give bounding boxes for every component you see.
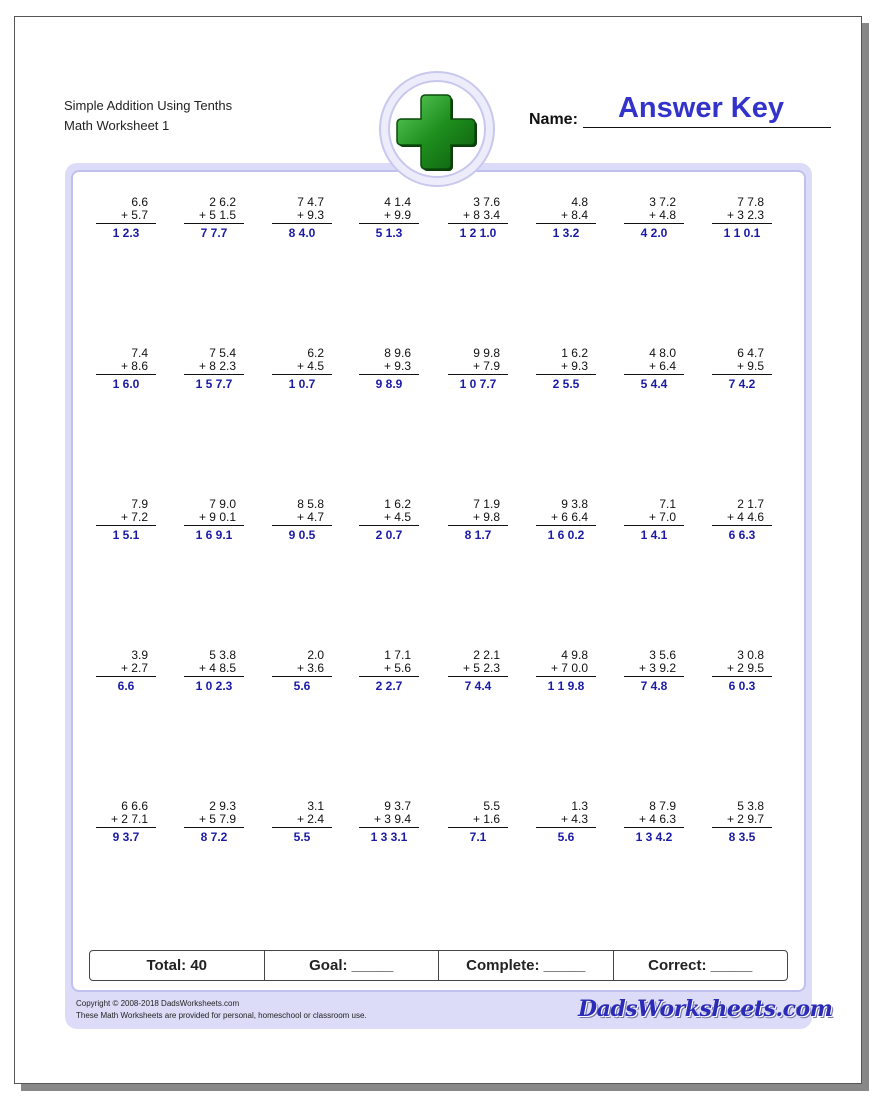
score-bar xyxy=(89,950,788,981)
addition-problem xyxy=(448,347,508,391)
copyright-text: Copyright © 2008-2018 DadsWorksheets.com xyxy=(76,999,240,1008)
addition-problem xyxy=(536,498,596,542)
first-addend: 2 6.2 xyxy=(209,195,236,209)
addition-problem xyxy=(712,196,772,240)
answer: 1 3 4.2 xyxy=(635,830,673,844)
goal-cell: Goal: _____ xyxy=(265,951,440,980)
first-addend: 1.3 xyxy=(571,799,588,813)
second-addend: + 5 1.5 xyxy=(184,209,244,224)
answer: 5 1.3 xyxy=(375,226,403,240)
first-addend: 1 7.1 xyxy=(384,648,411,662)
first-addend: 8 5.8 xyxy=(297,497,324,511)
second-addend: + 9.3 xyxy=(536,360,596,375)
second-addend: + 6 6.4 xyxy=(536,511,596,526)
second-addend: + 8.4 xyxy=(536,209,596,224)
answer: 1 6 0.2 xyxy=(547,528,585,542)
first-addend: 4 8.0 xyxy=(649,346,676,360)
addition-problem xyxy=(96,498,156,542)
first-addend: 9 9.8 xyxy=(473,346,500,360)
first-addend: 5 3.8 xyxy=(209,648,236,662)
addition-problem xyxy=(712,498,772,542)
problems-area xyxy=(71,170,806,992)
answer: 1 3.2 xyxy=(552,226,580,240)
addition-problem xyxy=(359,649,419,693)
first-addend: 3.9 xyxy=(131,648,148,662)
first-addend: 5.5 xyxy=(483,799,500,813)
answer: 8 4.0 xyxy=(288,226,316,240)
answer: 2 5.5 xyxy=(552,377,580,391)
answer: 6 6.3 xyxy=(728,528,756,542)
second-addend: + 2 9.7 xyxy=(712,813,772,828)
answer: 8 3.5 xyxy=(728,830,756,844)
addition-problem xyxy=(712,800,772,844)
addition-problem xyxy=(272,196,332,240)
addition-problem xyxy=(96,196,156,240)
total-cell: Total: 40 xyxy=(90,951,265,980)
first-addend: 2 2.1 xyxy=(473,648,500,662)
correct-cell: Correct: _____ xyxy=(648,957,753,974)
first-addend: 9 3.7 xyxy=(384,799,411,813)
answer: 2 0.7 xyxy=(375,528,403,542)
first-addend: 7 5.4 xyxy=(209,346,236,360)
first-addend: 5 3.8 xyxy=(737,799,764,813)
second-addend: + 5.7 xyxy=(96,209,156,224)
copyright-block xyxy=(76,998,367,1022)
first-addend: 8 7.9 xyxy=(649,799,676,813)
second-addend: + 1.6 xyxy=(448,813,508,828)
answer: 8 1.7 xyxy=(464,528,492,542)
answer: 1 1 0.1 xyxy=(723,226,761,240)
first-addend: 2 1.7 xyxy=(737,497,764,511)
first-addend: 3 0.8 xyxy=(737,648,764,662)
addition-problem xyxy=(184,347,244,391)
name-label: Name: xyxy=(529,111,578,128)
first-addend: 1 6.2 xyxy=(561,346,588,360)
first-addend: 3 5.6 xyxy=(649,648,676,662)
answer: 9 8.9 xyxy=(375,377,403,391)
name-line xyxy=(583,127,831,128)
second-addend: + 8 2.3 xyxy=(184,360,244,375)
addition-problem xyxy=(448,196,508,240)
second-addend: + 5 2.3 xyxy=(448,662,508,677)
second-addend: + 9.8 xyxy=(448,511,508,526)
first-addend: 7.9 xyxy=(131,497,148,511)
answer: 5.6 xyxy=(293,679,311,693)
addition-problem xyxy=(712,347,772,391)
first-addend: 2.0 xyxy=(307,648,324,662)
first-addend: 4.8 xyxy=(571,195,588,209)
addition-problem xyxy=(272,347,332,391)
second-addend: + 4.5 xyxy=(359,511,419,526)
second-addend: + 2.7 xyxy=(96,662,156,677)
second-addend: + 3 9.2 xyxy=(624,662,684,677)
addition-problem xyxy=(184,800,244,844)
worksheet-title xyxy=(64,96,232,136)
first-addend: 7 7.8 xyxy=(737,195,764,209)
answer: 1 1 9.8 xyxy=(547,679,585,693)
first-addend: 6 4.7 xyxy=(737,346,764,360)
addition-problem xyxy=(624,196,684,240)
addition-problem xyxy=(359,196,419,240)
title-line-1: Simple Addition Using Tenths xyxy=(64,98,233,113)
answer: 5 4.4 xyxy=(640,377,668,391)
title-line-2: Math Worksheet 1 xyxy=(64,118,170,133)
addition-problem xyxy=(448,800,508,844)
second-addend: + 9 0.1 xyxy=(184,511,244,526)
answer: 1 6.0 xyxy=(112,377,140,391)
first-addend: 4 9.8 xyxy=(561,648,588,662)
addition-problem xyxy=(96,347,156,391)
answer: 4 2.0 xyxy=(640,226,668,240)
first-addend: 7 4.7 xyxy=(297,195,324,209)
answer: 1 6 9.1 xyxy=(195,528,233,542)
addition-problem xyxy=(448,649,508,693)
answer: 9 0.5 xyxy=(288,528,316,542)
addition-problem xyxy=(359,498,419,542)
first-addend: 7.4 xyxy=(131,346,148,360)
second-addend: + 4 8.5 xyxy=(184,662,244,677)
addition-problem xyxy=(536,347,596,391)
answer: 7 7.7 xyxy=(200,226,228,240)
answer: 9 3.7 xyxy=(112,830,140,844)
addition-problem xyxy=(624,498,684,542)
second-addend: + 2 7.1 xyxy=(96,813,156,828)
addition-problem xyxy=(184,196,244,240)
first-addend: 4 1.4 xyxy=(384,195,411,209)
addition-problem xyxy=(96,649,156,693)
second-addend: + 6.4 xyxy=(624,360,684,375)
answer: 6.6 xyxy=(117,679,135,693)
first-addend: 7 1.9 xyxy=(473,497,500,511)
answer: 6 0.3 xyxy=(728,679,756,693)
second-addend: + 4.3 xyxy=(536,813,596,828)
second-addend: + 3.6 xyxy=(272,662,332,677)
second-addend: + 7.0 xyxy=(624,511,684,526)
second-addend: + 4 4.6 xyxy=(712,511,772,526)
second-addend: + 7.9 xyxy=(448,360,508,375)
second-addend: + 9.3 xyxy=(272,209,332,224)
addition-problem xyxy=(184,649,244,693)
addition-problem xyxy=(272,800,332,844)
first-addend: 7 9.0 xyxy=(209,497,236,511)
first-addend: 1 6.2 xyxy=(384,497,411,511)
first-addend: 3.1 xyxy=(307,799,324,813)
answer: 8 7.2 xyxy=(200,830,228,844)
answer: 7.1 xyxy=(469,830,487,844)
addition-problem xyxy=(184,498,244,542)
addition-problem xyxy=(536,196,596,240)
answer: 1 2 1.0 xyxy=(459,226,497,240)
answer: 1 2.3 xyxy=(112,226,140,240)
second-addend: + 5.6 xyxy=(359,662,419,677)
addition-problem xyxy=(624,649,684,693)
brand-logo: DadsWorksheets.com xyxy=(578,996,833,1022)
first-addend: 8 9.6 xyxy=(384,346,411,360)
first-addend: 6.2 xyxy=(307,346,324,360)
addition-problem xyxy=(624,800,684,844)
second-addend: + 2 9.5 xyxy=(712,662,772,677)
addition-problem xyxy=(359,800,419,844)
answer: 1 5.1 xyxy=(112,528,140,542)
answer-key-heading: Answer Key xyxy=(617,92,784,124)
first-addend: 6.6 xyxy=(131,195,148,209)
second-addend: + 4.7 xyxy=(272,511,332,526)
answer: 1 0 2.3 xyxy=(195,679,233,693)
answer: 1 5 7.7 xyxy=(195,377,233,391)
second-addend: + 4.8 xyxy=(624,209,684,224)
second-addend: + 7 0.0 xyxy=(536,662,596,677)
answer: 5.5 xyxy=(293,830,311,844)
first-addend: 7.1 xyxy=(659,497,676,511)
answer: 1 0 7.7 xyxy=(459,377,497,391)
second-addend: + 5 7.9 xyxy=(184,813,244,828)
second-addend: + 4 6.3 xyxy=(624,813,684,828)
second-addend: + 9.5 xyxy=(712,360,772,375)
first-addend: 3 7.2 xyxy=(649,195,676,209)
answer: 1 4.1 xyxy=(640,528,668,542)
first-addend: 6 6.6 xyxy=(121,799,148,813)
first-addend: 2 9.3 xyxy=(209,799,236,813)
answer: 1 3 3.1 xyxy=(370,830,408,844)
second-addend: + 8.6 xyxy=(96,360,156,375)
addition-problem xyxy=(272,649,332,693)
first-addend: 9 3.8 xyxy=(561,497,588,511)
addition-problem xyxy=(448,498,508,542)
answer: 2 2.7 xyxy=(375,679,403,693)
addition-problem xyxy=(272,498,332,542)
usage-notice: These Math Worksheets are provided for personal, homeschool or classroom use. xyxy=(76,1011,367,1020)
complete-cell: Complete: _____ xyxy=(439,951,614,980)
second-addend: + 4.5 xyxy=(272,360,332,375)
second-addend: + 3 9.4 xyxy=(359,813,419,828)
answer: 1 0.7 xyxy=(288,377,316,391)
second-addend: + 9.9 xyxy=(359,209,419,224)
addition-problem xyxy=(359,347,419,391)
addition-problem xyxy=(536,800,596,844)
second-addend: + 8 3.4 xyxy=(448,209,508,224)
second-addend: + 7.2 xyxy=(96,511,156,526)
answer: 5.6 xyxy=(557,830,575,844)
addition-problem xyxy=(96,800,156,844)
second-addend: + 3 2.3 xyxy=(712,209,772,224)
addition-problem xyxy=(536,649,596,693)
answer: 7 4.8 xyxy=(640,679,668,693)
addition-problem xyxy=(624,347,684,391)
first-addend: 3 7.6 xyxy=(473,195,500,209)
green-plus-icon xyxy=(395,89,479,171)
answer: 7 4.2 xyxy=(728,377,756,391)
second-addend: + 2.4 xyxy=(272,813,332,828)
answer: 7 4.4 xyxy=(464,679,492,693)
addition-problem xyxy=(712,649,772,693)
second-addend: + 9.3 xyxy=(359,360,419,375)
